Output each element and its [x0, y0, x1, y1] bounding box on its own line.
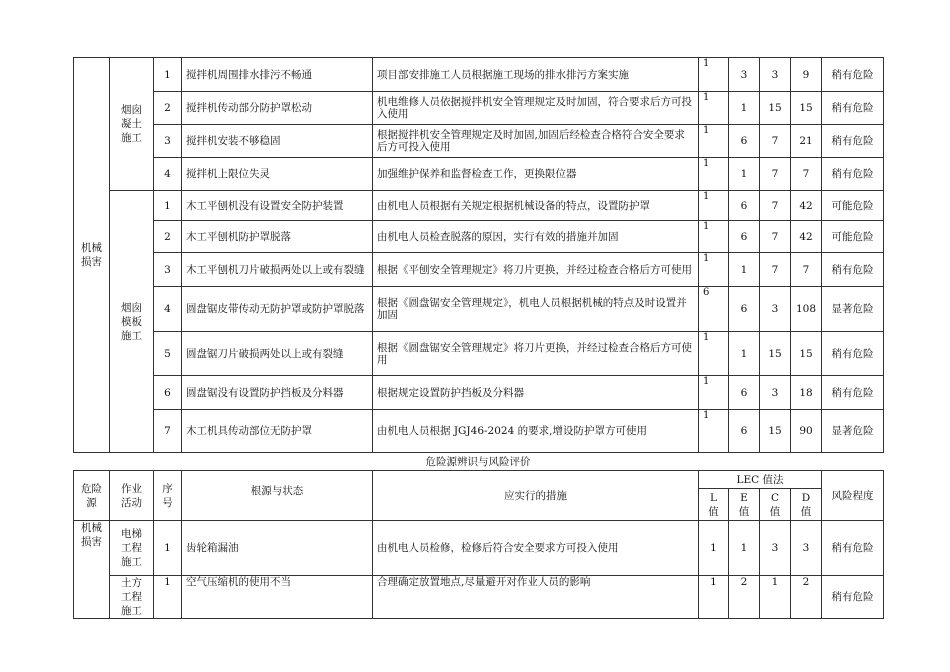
measure-cell: 由机电人员根据 JGJ46-2024 的要求,增设防护罩方可使用: [373, 410, 699, 453]
row-number: 1: [154, 521, 182, 576]
table-row: [74, 410, 884, 453]
risk-level-cell: 稍有危险: [822, 253, 884, 287]
table-row: [74, 125, 884, 158]
e-value-cell: 6: [729, 221, 760, 253]
hazard-cell: 木工平刨机刀片破损两处以上或有裂缝: [182, 253, 373, 287]
row-number: 2: [154, 221, 182, 253]
hazard-cell: 齿轮箱漏油: [182, 521, 373, 576]
measure-cell: 由机电人员根据有关规定根据机械设备的特点，设置防护罩: [373, 191, 699, 221]
measure-cell: 合理确定放置地点,尽量避开对作业人员的影响: [373, 576, 699, 619]
risk-level-cell: 显著危险: [822, 287, 884, 332]
measure-cell: 根据《平刨安全管理规定》将刀片更换，并经过检查合格后方可使用: [373, 253, 699, 287]
header-measure: 应实行的措施: [373, 471, 699, 521]
c-value-cell: 3: [760, 58, 791, 92]
d-value-cell: 42: [791, 221, 822, 253]
risk-level-cell: 显著危险: [822, 410, 884, 453]
measure-cell: 根据《圆盘锯安全管理规定》，机电人员根据机械的特点及时设置并加固: [373, 287, 699, 332]
c-value-cell: 1: [760, 576, 791, 619]
c-value-cell: 7: [760, 125, 791, 158]
e-value-cell: 1: [729, 92, 760, 125]
table-row: [74, 191, 884, 221]
activity-cell: 烟囱 模板 施工: [110, 191, 154, 453]
c-value-cell: 15: [760, 410, 791, 453]
d-value-cell: 108: [791, 287, 822, 332]
d-value-cell: 18: [791, 376, 822, 410]
header-l: L 值: [699, 489, 729, 521]
row-number: 3: [154, 125, 182, 158]
c-value-cell: 15: [760, 332, 791, 376]
measure-cell: 由机电人员检修，检修后符合安全要求方可投入使用: [373, 521, 699, 576]
hazard-cell: 搅拌机安装不够稳固: [182, 125, 373, 158]
header-d: D 值: [791, 489, 822, 521]
risk-level-cell: 稍有危险: [822, 125, 884, 158]
hazard-cell: 木工机具传动部位无防护罩: [182, 410, 373, 453]
c-value-cell: 3: [760, 521, 791, 576]
hazard-category-cell: 机械 损害: [74, 521, 110, 619]
header-risk-level: 风险程度: [822, 471, 884, 521]
l-value-cell: 1: [699, 376, 729, 410]
l-value-cell: 1: [699, 125, 729, 158]
row-number: 7: [154, 410, 182, 453]
measure-cell: 机电维修人员依据搅拌机安全管理规定及时加固，符合要求后方可投入使用: [373, 92, 699, 125]
hazard-cell: 搅拌机上限位失灵: [182, 158, 373, 191]
hazard-cell: 圆盘锯皮带传动无防护罩或防护罩脱落: [182, 287, 373, 332]
header-c: C 值: [760, 489, 791, 521]
header-lec: LEC 值法: [699, 471, 822, 489]
hazard-cell: 圆盘锯刀片破损两处以上或有裂缝: [182, 332, 373, 376]
risk-level-cell: 可能危险: [822, 221, 884, 253]
row-number: 6: [154, 376, 182, 410]
risk-level-cell: 稍有危险: [822, 521, 884, 576]
e-value-cell: 6: [729, 376, 760, 410]
d-value-cell: 3: [791, 521, 822, 576]
c-value-cell: 3: [760, 287, 791, 332]
risk-level-cell: 稍有危险: [822, 58, 884, 92]
e-value-cell: 6: [729, 287, 760, 332]
table-row: [74, 58, 884, 92]
e-value-cell: 1: [729, 521, 760, 576]
header-activity: 作业 活动: [110, 471, 154, 521]
table-row: [74, 92, 884, 125]
c-value-cell: 15: [760, 92, 791, 125]
l-value-cell: 1: [699, 58, 729, 92]
d-value-cell: 2: [791, 576, 822, 619]
l-value-cell: 1: [699, 410, 729, 453]
hazard-table-1: [73, 57, 884, 453]
header-source: 危险 源: [74, 471, 110, 521]
e-value-cell: 1: [729, 158, 760, 191]
header-number: 序 号: [154, 471, 182, 521]
c-value-cell: 7: [760, 253, 791, 287]
hazard-category-cell: 机械 损害: [74, 58, 110, 453]
activity-cell: 烟囱 凝土 施工: [110, 58, 154, 191]
table-row: [74, 332, 884, 376]
l-value-cell: 1: [699, 158, 729, 191]
risk-level-cell: 稍有危险: [822, 376, 884, 410]
risk-level-cell: 稍有危险: [822, 332, 884, 376]
c-value-cell: 7: [760, 158, 791, 191]
header-hazard: 根源与状态: [182, 471, 373, 521]
table-row: [74, 376, 884, 410]
hazard-cell: 搅拌机传动部分防护罩松动: [182, 92, 373, 125]
activity-cell: 电梯 工程 施工: [110, 521, 154, 576]
hazard-cell: 空气压缩机的使用不当: [182, 576, 373, 619]
measure-cell: 由机电人员检查脱落的原因，实行有效的措施并加固: [373, 221, 699, 253]
hazard-cell: 搅拌机周围排水排污不畅通: [182, 58, 373, 92]
table-row: [74, 287, 884, 332]
header-e: E 值: [729, 489, 760, 521]
risk-level-cell: 可能危险: [822, 191, 884, 221]
l-value-cell: 1: [699, 191, 729, 221]
e-value-cell: 1: [729, 253, 760, 287]
row-number: 3: [154, 253, 182, 287]
table-row: [74, 253, 884, 287]
d-value-cell: 42: [791, 191, 822, 221]
l-value-cell: 1: [699, 576, 729, 619]
measure-cell: 加强维护保养和监督检查工作，更换限位器: [373, 158, 699, 191]
d-value-cell: 7: [791, 253, 822, 287]
hazard-cell: 木工平刨机防护罩脱落: [182, 221, 373, 253]
e-value-cell: 6: [729, 125, 760, 158]
d-value-cell: 15: [791, 92, 822, 125]
l-value-cell: 1: [699, 92, 729, 125]
e-value-cell: 6: [729, 191, 760, 221]
row-number: 2: [154, 92, 182, 125]
e-value-cell: 3: [729, 58, 760, 92]
table-row: [74, 521, 884, 576]
row-number: 1: [154, 58, 182, 92]
measure-cell: 根据《圆盘锯安全管理规定》将刀片更换，并经过检查合格后方可使用: [373, 332, 699, 376]
l-value-cell: 6: [699, 287, 729, 332]
row-number: 1: [154, 191, 182, 221]
hazard-cell: 圆盘锯没有设置防护挡板及分料器: [182, 376, 373, 410]
row-number: 1: [154, 576, 182, 619]
e-value-cell: 6: [729, 410, 760, 453]
d-value-cell: 90: [791, 410, 822, 453]
risk-level-cell: 稍有危险: [822, 92, 884, 125]
hazard-cell: 木工平刨机没有设置安全防护装置: [182, 191, 373, 221]
e-value-cell: 1: [729, 332, 760, 376]
table-caption: 危险源辨识与风险评价: [425, 456, 531, 468]
measure-cell: 根据规定设置防护挡板及分料器: [373, 376, 699, 410]
activity-cell: 土方 工程 施工: [110, 576, 154, 619]
row-number: 5: [154, 332, 182, 376]
d-value-cell: 15: [791, 332, 822, 376]
l-value-cell: 1: [699, 253, 729, 287]
l-value-cell: 1: [699, 221, 729, 253]
measure-cell: 根据搅拌机安全管理规定及时加固,加固后经检查合格符合安全要求后方可投入使用: [373, 125, 699, 158]
table-row: [74, 221, 884, 253]
row-number: 4: [154, 158, 182, 191]
table-row: [74, 576, 884, 619]
risk-level-cell: 稍有危险: [822, 158, 884, 191]
d-value-cell: 9: [791, 58, 822, 92]
risk-level-cell: 稍有危险: [822, 576, 884, 619]
hazard-table-2: [73, 470, 884, 619]
d-value-cell: 7: [791, 158, 822, 191]
row-number: 4: [154, 287, 182, 332]
e-value-cell: 2: [729, 576, 760, 619]
table-row: [74, 158, 884, 191]
table-header-row: [74, 471, 884, 489]
measure-cell: 项目部安排施工人员根据施工现场的排水排污方案实施: [373, 58, 699, 92]
c-value-cell: 3: [760, 376, 791, 410]
l-value-cell: 1: [699, 332, 729, 376]
d-value-cell: 21: [791, 125, 822, 158]
c-value-cell: 7: [760, 191, 791, 221]
l-value-cell: 1: [699, 521, 729, 576]
c-value-cell: 7: [760, 221, 791, 253]
